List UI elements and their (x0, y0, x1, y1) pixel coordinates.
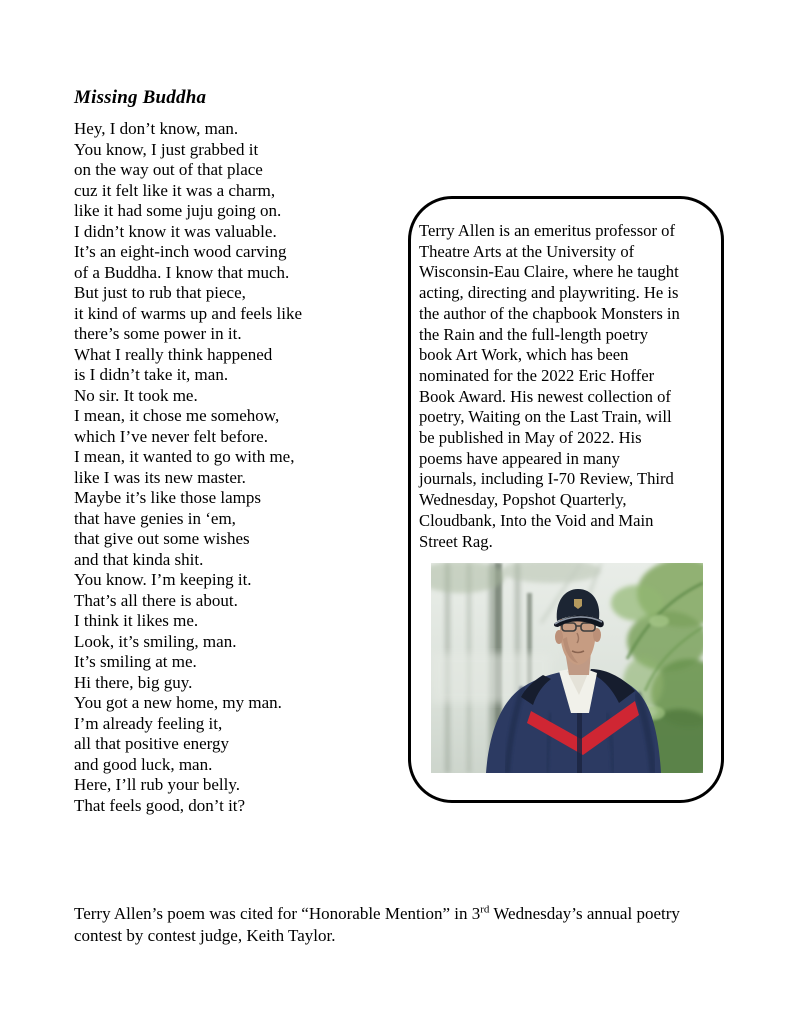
poem-line: all that positive energy (74, 734, 230, 753)
poem-line: like it had some juju going on. (74, 201, 282, 220)
poem-line: I think it likes me. (74, 611, 199, 630)
poem-line: like I was its new master. (74, 467, 246, 487)
poem-line: It’s smiling at me. (74, 652, 197, 671)
author-bio-line: the Rain and the full-length poetry (419, 324, 649, 344)
poem-line: I mean, it chose me somehow, (74, 406, 280, 425)
poem (74, 119, 302, 816)
author-photo (431, 563, 703, 773)
author-bio-line: Theatre Arts at the University of (419, 241, 635, 261)
poem-line: What I really think happened (74, 344, 273, 364)
author-bio-line: nominated for the 2022 Eric Hoffer (419, 365, 655, 385)
author-bio-line: Terry Allen is an emeritus professor of (419, 221, 675, 240)
poem-line: Maybe it’s like those lamps (74, 488, 261, 507)
poem-line: But just to rub that piece, (74, 283, 246, 302)
author-bio-line: Street Rag. (419, 531, 493, 551)
poem-line: Here, I’ll rub your belly. (74, 775, 241, 794)
poem-line: and that kinda shit. (74, 549, 204, 569)
poem-line: of a Buddha. I know that much. (74, 262, 290, 282)
poem-line: and good luck, man. (74, 754, 213, 774)
author-bio-line: Book Award. His newest collection of (419, 386, 671, 406)
ordinal-superscript: rd (480, 903, 490, 916)
poem-line: You know, I just grabbed it (74, 139, 259, 159)
contest-note-line1-pre: Terry Allen’s poem was cited for “Honorable Mention” in 3 (74, 904, 481, 923)
poem-line: You know. I’m keeping it. (74, 570, 252, 589)
author-bio-line: acting, directing and playwriting. He is (419, 283, 679, 303)
author-bio-line: Wisconsin-Eau Claire, where he taught (419, 262, 679, 282)
author-bio-line: be published in May of 2022. His (419, 428, 642, 448)
poem-line: cuz it felt like it was a charm, (74, 180, 276, 200)
poem-line: which I’ve never felt before. (74, 426, 268, 446)
poem-line: Look, it’s smiling, man. (74, 631, 237, 651)
author-bio-line: Cloudbank, Into the Void and Main (419, 510, 654, 530)
author-photo-svg (431, 563, 703, 773)
poem-line: that give out some wishes (74, 529, 250, 548)
poem-line: I didn’t know it was valuable. (74, 221, 277, 241)
contest-note (74, 903, 744, 946)
author-bio-line: poems have appeared in many (419, 448, 620, 468)
poem-line: That’s all there is about. (74, 590, 238, 610)
contest-note-line1-post: Wednesday’s annual poetry (489, 904, 680, 923)
poem-title: Missing Buddha (74, 86, 207, 108)
poem-line: I mean, it wanted to go with me, (74, 447, 295, 466)
poem-line: It’s an eight-inch wood carving (74, 242, 287, 261)
author-bio-line: the author of the chapbook Monsters in (419, 303, 680, 323)
author-bio-line: journals, including I-70 Review, Third (419, 469, 674, 489)
author-bio-line: Wednesday, Popshot Quarterly, (419, 490, 627, 510)
poem-line: that have genies in ‘em, (74, 508, 236, 528)
poem-line: there’s some power in it. (74, 324, 242, 343)
poem-line: on the way out of that place (74, 160, 263, 179)
poem-line: Hi there, big guy. (74, 672, 193, 692)
poem-line: That feels good, don’t it? (74, 795, 246, 815)
contest-note-line2: contest by contest judge, Keith Taylor. (74, 925, 336, 945)
author-bio-line: book Art Work, which has been (419, 345, 629, 365)
poem-line: Hey, I don’t know, man. (74, 119, 239, 138)
author-bio-line: poetry, Waiting on the Last Train, will (419, 407, 672, 427)
poem-line: I’m already feeling it, (74, 713, 223, 733)
author-bio-box (408, 196, 724, 803)
author-bio-text (419, 221, 719, 552)
poem-line: You got a new home, my man. (74, 693, 282, 712)
poem-line: is I didn’t take it, man. (74, 365, 229, 384)
poem-line: No sir. It took me. (74, 385, 198, 405)
poem-line: it kind of warms up and feels like (74, 303, 303, 323)
